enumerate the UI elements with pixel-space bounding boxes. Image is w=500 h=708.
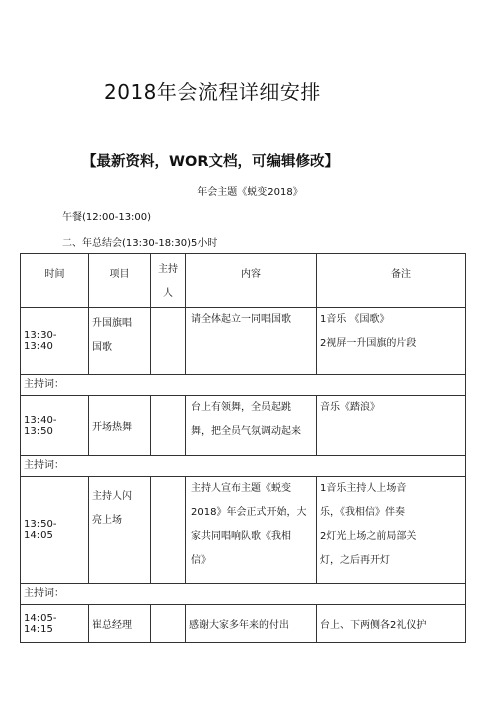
cell-item: 升国旗唱 国歌 bbox=[89, 308, 151, 375]
document-subtitle: 【最新资料，WOR文档，可编辑修改】 bbox=[82, 154, 339, 170]
cell-note: 1音乐主持人上场音 乐，《我相信》伴奏 2灯光上场之前局部关 灯，之后再开灯 bbox=[317, 477, 466, 584]
cell-content: 请全体起立一同唱国歌 bbox=[186, 308, 317, 375]
cell-host bbox=[151, 308, 186, 375]
lunch-line: 午餐(12:00-13:00) bbox=[62, 212, 152, 223]
host-line-row bbox=[21, 375, 466, 396]
header-time: 时间 bbox=[21, 254, 89, 308]
cell-note: 1音乐 《国歌》 2视屏一升国旗的片段 bbox=[317, 308, 466, 375]
table-row bbox=[21, 477, 466, 584]
cell-content: 感谢大家多年来的付出 bbox=[186, 605, 317, 643]
header-item: 项目 bbox=[89, 254, 151, 308]
cell-host bbox=[151, 396, 186, 456]
header-host: 主持 人 bbox=[151, 254, 186, 308]
header-note: 备注 bbox=[317, 254, 466, 308]
cell-time: 14:05-14:15 bbox=[21, 605, 89, 643]
schedule-table bbox=[20, 253, 466, 643]
cell-item: 崔总经理 bbox=[89, 605, 151, 643]
table-header-row bbox=[21, 254, 466, 308]
cell-note: 音乐《踏浪》 bbox=[317, 396, 466, 456]
section-title: 二、年总结会(13:30-18:30)5小时 bbox=[62, 238, 218, 249]
table-row bbox=[21, 605, 466, 643]
event-theme: 年会主题《蜕变2018》 bbox=[197, 187, 303, 198]
cell-content: 主持人宣布主题《蜕变 2018》年会正式开始，大 家共同唱响队歌《我相 信》 bbox=[186, 477, 317, 584]
cell-time: 13:30-13:40 bbox=[21, 308, 89, 375]
table-row bbox=[21, 308, 466, 375]
cell-item: 开场热舞 bbox=[89, 396, 151, 456]
cell-host bbox=[151, 477, 186, 584]
host-label: 主持词： bbox=[21, 456, 466, 477]
header-content: 内容 bbox=[186, 254, 317, 308]
cell-note: 台上、下两侧各2礼仪护 bbox=[317, 605, 466, 643]
cell-time: 13:40-13:50 bbox=[21, 396, 89, 456]
host-label: 主持词： bbox=[21, 584, 466, 605]
host-line-row bbox=[21, 456, 466, 477]
host-label: 主持词： bbox=[21, 375, 466, 396]
cell-item: 主持人闪 亮上场 bbox=[89, 477, 151, 584]
document-title: 2018年会流程详细安排 bbox=[104, 80, 321, 104]
table-row bbox=[21, 396, 466, 456]
cell-host bbox=[151, 605, 186, 643]
host-line-row bbox=[21, 584, 466, 605]
cell-time: 13:50-14:05 bbox=[21, 477, 89, 584]
cell-content: 台上有领舞，全员起跳 舞，把全员气氛调动起来 bbox=[186, 396, 317, 456]
